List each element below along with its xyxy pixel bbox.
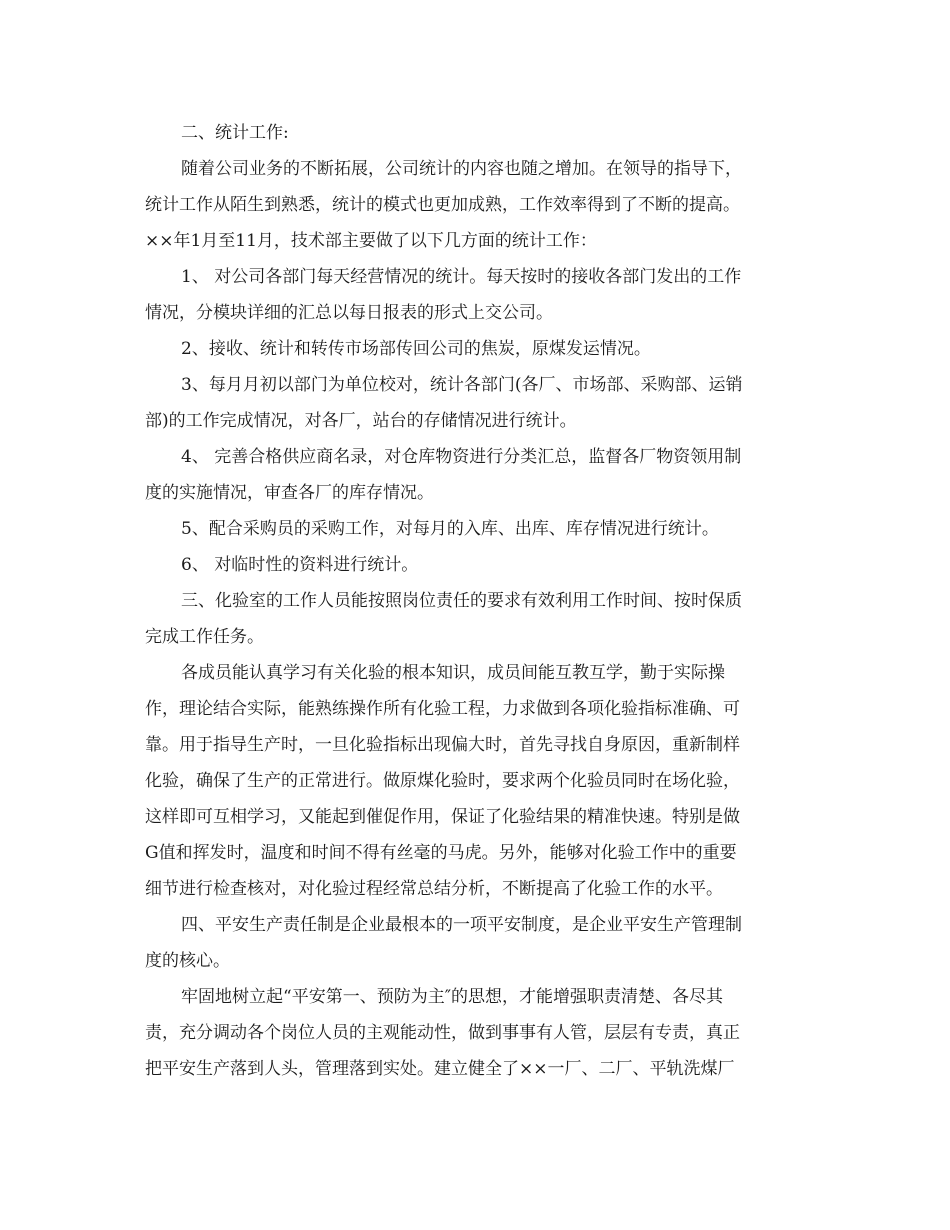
paragraph — [145, 259, 810, 331]
text-line: 度的实施情况，审查各厂的库存情况。 — [145, 483, 434, 503]
text-line: G值和挥发时，温度和时间不得有丝毫的马虎。另外，能够对化验工作中的重要 — [145, 843, 737, 863]
paragraph — [145, 907, 810, 979]
text-line: ××年1月至11月，技术部主要做了以下几方面的统计工作： — [145, 231, 597, 251]
text-line: 统计工作从陌生到熟悉，统计的模式也更加成熟，工作效率得到了不断的提高。 — [145, 195, 740, 215]
text-line: 6、 对临时性的资料进行统计。 — [181, 555, 419, 575]
paragraph — [145, 439, 810, 511]
text-line: 度的核心。 — [145, 951, 230, 971]
text-line: 随着公司业务的不断拓展，公司统计的内容也随之增加。在领导的指导下， — [181, 159, 742, 179]
text-line: 部)的工作完成情况，对各厂，站台的存储情况进行统计。 — [145, 411, 577, 431]
text-line: 细节进行检查核对，对化验过程经常总结分析，不断提高了化验工作的水平。 — [145, 879, 723, 899]
text-line: 靠。用于指导生产时，一旦化验指标出现偏大时，首先寻找自身原因，重新制样 — [145, 735, 740, 755]
paragraph — [145, 367, 810, 439]
text-line: 各成员能认真学习有关化验的根本知识，成员间能互教互学，勤于实际操 — [181, 663, 725, 683]
text-line: 作，理论结合实际，能熟练操作所有化验工程，力求做到各项化验指标准确、可 — [145, 699, 740, 719]
text-line: 5、配合采购员的采购工作，对每月的入库、出库、库存情况进行统计。 — [181, 519, 719, 539]
text-line: 四、平安生产责任制是企业最根本的一项平安制度，是企业平安生产管理制 — [181, 915, 742, 935]
text-line: 这样即可互相学习，又能起到催促作用，保证了化验结果的精准快速。特别是做 — [145, 807, 740, 827]
text-line: 二、统计工作: — [181, 123, 289, 143]
paragraph — [145, 331, 810, 367]
text-line: 化验，确保了生产的正常进行。做原煤化验时，要求两个化验员同时在场化验， — [145, 771, 740, 791]
paragraph — [145, 115, 810, 151]
paragraph — [145, 583, 810, 655]
text-line: 三、化验室的工作人员能按照岗位责任的要求有效利用工作时间、按时保质 — [181, 591, 742, 611]
text-line: 2、接收、统计和转传市场部传回公司的焦炭，原煤发运情况。 — [181, 339, 651, 359]
paragraph — [145, 511, 810, 547]
paragraph — [145, 655, 810, 907]
text-line: 责，充分调动各个岗位人员的主观能动性，做到事事有人管，层层有专责，真正 — [145, 1023, 740, 1043]
text-line: 4、 完善合格供应商名录，对仓库物资进行分类汇总，监督各厂物资领用制 — [181, 447, 742, 467]
text-line: 1、 对公司各部门每天经营情况的统计。每天按时的接收各部门发出的工作 — [181, 267, 742, 287]
text-line: 把平安生产落到人头，管理落到实处。建立健全了××一厂、二厂、平轨洗煤厂 — [145, 1059, 735, 1079]
text-line: 牢固地树立起“平安第一、预防为主″的思想，才能增强职责清楚、各尽其 — [181, 987, 724, 1007]
paragraph — [145, 547, 810, 583]
paragraph — [145, 979, 810, 1087]
text-line: 3、每月月初以部门为单位校对，统计各部门(各厂、市场部、采购部、运销 — [181, 375, 743, 395]
text-line: 完成工作任务。 — [145, 627, 264, 647]
document-body — [145, 115, 810, 1087]
paragraph — [145, 151, 810, 259]
text-line: 情况，分模块详细的汇总以每日报表的形式上交公司。 — [145, 303, 553, 323]
